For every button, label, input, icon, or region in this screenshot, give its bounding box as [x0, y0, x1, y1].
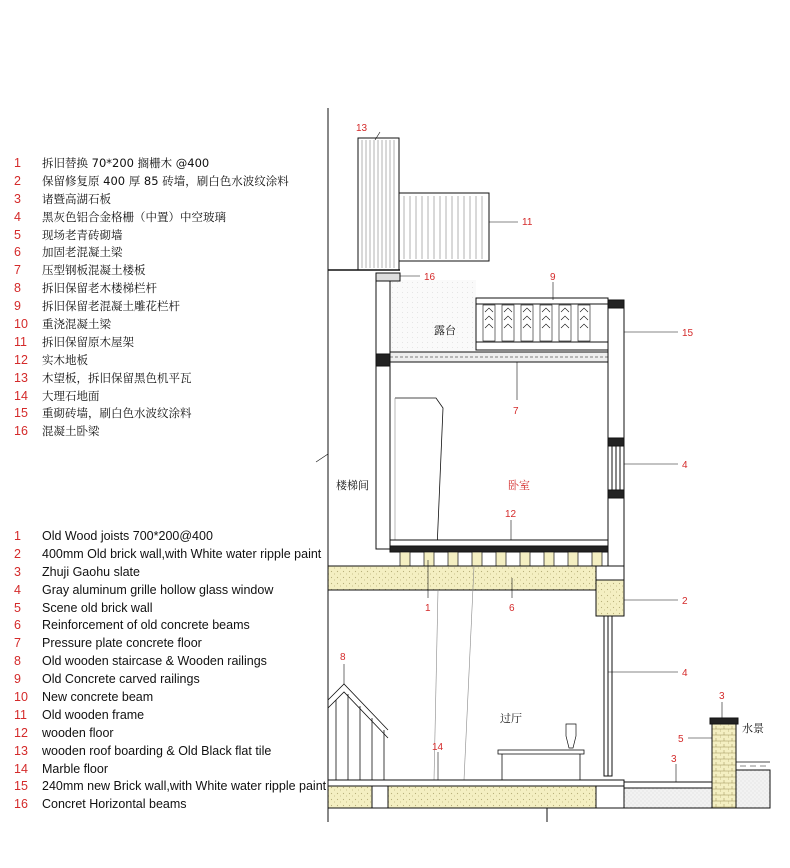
room-waterscape: 水景 [742, 722, 764, 735]
legend-en-item-text: New concrete beam [42, 689, 154, 704]
legend-en-item-text: wooden floor [42, 725, 114, 740]
legend-zh-item-text: 黑灰色铝合金格栅（中置）中空玻璃 [42, 209, 226, 224]
roof-boarding [358, 138, 399, 270]
legend-zh-item-text: 拆旧替换 70*200 搁栅木 @400 [42, 155, 210, 170]
legend-zh-item-text: 拆旧保留原木屋架 [42, 334, 134, 349]
legend-zh-item-number: 2 [14, 173, 21, 188]
legend-en-item-number: 4 [14, 582, 21, 597]
legend-en-item-number: 10 [14, 689, 28, 704]
legend-en-item-text: wooden roof boarding & Old Black flat tile [42, 743, 272, 758]
legend-zh-item-number: 8 [14, 281, 21, 296]
tag-13: 13 [356, 123, 368, 134]
legend-zh-item-text: 混凝土卧梁 [42, 424, 100, 439]
tag-4-lower: 4 [682, 668, 688, 679]
legend-zh-item-number: 13 [14, 370, 28, 385]
tag-15: 15 [682, 328, 694, 339]
legend-en-item-number: 1 [14, 528, 21, 543]
tag-5: 5 [678, 734, 684, 745]
legend-zh-item-number: 3 [14, 191, 21, 206]
legend-zh-item-text: 拆旧保留老木楼梯栏杆 [42, 281, 157, 296]
legend-zh-item-text: 加固老混凝土梁 [42, 245, 123, 260]
tag-4-upper: 4 [682, 460, 688, 471]
tag-3-slate: 3 [671, 754, 677, 765]
legend-en-item-text: Reinforcement of old concrete beams [42, 618, 250, 633]
legend-en-item-number: 11 [14, 707, 27, 722]
console-table [498, 750, 584, 754]
legend-en-item-text: Old Wood joists 700*200@400 [42, 528, 213, 543]
legend-zh-item-number: 15 [14, 406, 28, 421]
staircase [328, 684, 388, 780]
room-terrace: 露台 [434, 324, 456, 337]
legend-zh-item-number: 6 [14, 245, 21, 260]
left-wall [376, 281, 390, 549]
legend-zh-item-text: 重浇混凝土梁 [42, 316, 111, 331]
legend-zh-item-number: 7 [14, 263, 21, 278]
legend-en-item-text: Old Concrete carved railings [42, 672, 200, 687]
tag-6: 6 [509, 603, 515, 614]
legend-en-item-number: 6 [14, 618, 21, 633]
tag-14: 14 [432, 742, 444, 753]
legend-en-item-text: Scene old brick wall [42, 600, 153, 615]
legend-en-item-number: 13 [14, 743, 28, 758]
right-wall [608, 300, 624, 566]
legend-zh-item-text: 大理石地面 [42, 388, 100, 403]
legend-zh-item-text: 实木地板 [42, 352, 88, 367]
room-hall: 过厅 [500, 712, 522, 725]
waterscape-base [736, 770, 770, 808]
legend-en-item-number: 9 [14, 672, 21, 687]
legend-en-item-text: Old wooden staircase & Wooden railings [42, 654, 267, 669]
legend-en-item-text: 240mm new Brick wall,with White water ripple paint [42, 779, 327, 794]
roof-frame [399, 193, 489, 261]
legend-zh-item-number: 10 [14, 316, 28, 331]
room-bedroom: 卧室 [508, 479, 530, 492]
tag-1: 1 [425, 603, 431, 614]
legend-en-item-text: Pressure plate concrete floor [42, 636, 202, 651]
legend-zh-item-number: 14 [14, 388, 28, 403]
legend-zh-item-number: 16 [14, 424, 28, 439]
legend-en-item-number: 16 [14, 797, 28, 812]
concrete-beam [376, 273, 400, 281]
legend-zh-item-text: 压型钢板混凝土楼板 [42, 263, 146, 278]
legend-zh-item-number: 12 [14, 352, 28, 367]
legend-zh-item-text: 保留修复原 400 厚 85 砖墙，刷白色水波纹涂料 [42, 173, 289, 188]
legend-zh-item-number: 4 [14, 209, 21, 224]
brick-wall-old [712, 724, 736, 808]
legend-en-item-text: Old wooden frame [42, 707, 145, 722]
tag-12: 12 [505, 509, 517, 520]
tag-3-wall: 3 [719, 691, 725, 702]
tag-2: 2 [682, 596, 688, 607]
legend-en-item-number: 14 [14, 761, 28, 776]
legend-zh-item-text: 诸暨高湖石板 [42, 191, 111, 206]
legend-en-item-number: 3 [14, 564, 21, 579]
legend-zh-item-number: 5 [14, 227, 21, 242]
terrace-fill [390, 280, 476, 354]
legend-zh-item-number: 9 [14, 299, 21, 314]
concrete-beam-reinforced [328, 566, 596, 590]
legend-en-item-text: Concret Horizontal beams [42, 797, 187, 812]
slate-cap [710, 718, 738, 724]
legend-zh-item-text: 重砌砖墙，刷白色水波纹涂料 [42, 406, 192, 421]
tag-16: 16 [424, 272, 436, 283]
legend-en-item-number: 2 [14, 546, 21, 561]
legend-en-item-number: 7 [14, 636, 21, 651]
legend-en-item-number: 12 [14, 725, 28, 740]
legend-en-item-text: Marble floor [42, 761, 108, 776]
room-stairwell: 楼梯间 [336, 479, 369, 492]
legend-zh-item-text: 拆旧保留老混凝土雕花栏杆 [42, 299, 180, 314]
tag-8: 8 [340, 652, 346, 663]
tag-7: 7 [513, 406, 519, 417]
bedroom-door [395, 398, 443, 549]
legend-zh-item-text: 现场老青砖砌墙 [42, 227, 123, 242]
legend-en-item-number: 15 [14, 779, 28, 794]
slate-paving [624, 782, 712, 788]
vase [566, 724, 576, 748]
legend-en-item-text: Gray aluminum grille hollow glass window [42, 582, 274, 597]
legend-zh-item-number: 11 [14, 334, 27, 349]
legend-zh-item-text: 木望板，拆旧保留黑色机平瓦 [42, 370, 192, 385]
legend-en-item-number: 8 [14, 654, 21, 669]
legend-en-item-text: 400mm Old brick wall,with White water ripple paint [42, 546, 322, 561]
legend-zh-item-number: 1 [14, 155, 21, 170]
tag-9: 9 [550, 272, 556, 283]
wooden-floor [390, 540, 608, 546]
marble-floor [328, 780, 624, 786]
legend-en-item-text: Zhuji Gaohu slate [42, 564, 140, 579]
legend-en-item-number: 5 [14, 600, 21, 615]
tag-11: 11 [522, 217, 533, 228]
